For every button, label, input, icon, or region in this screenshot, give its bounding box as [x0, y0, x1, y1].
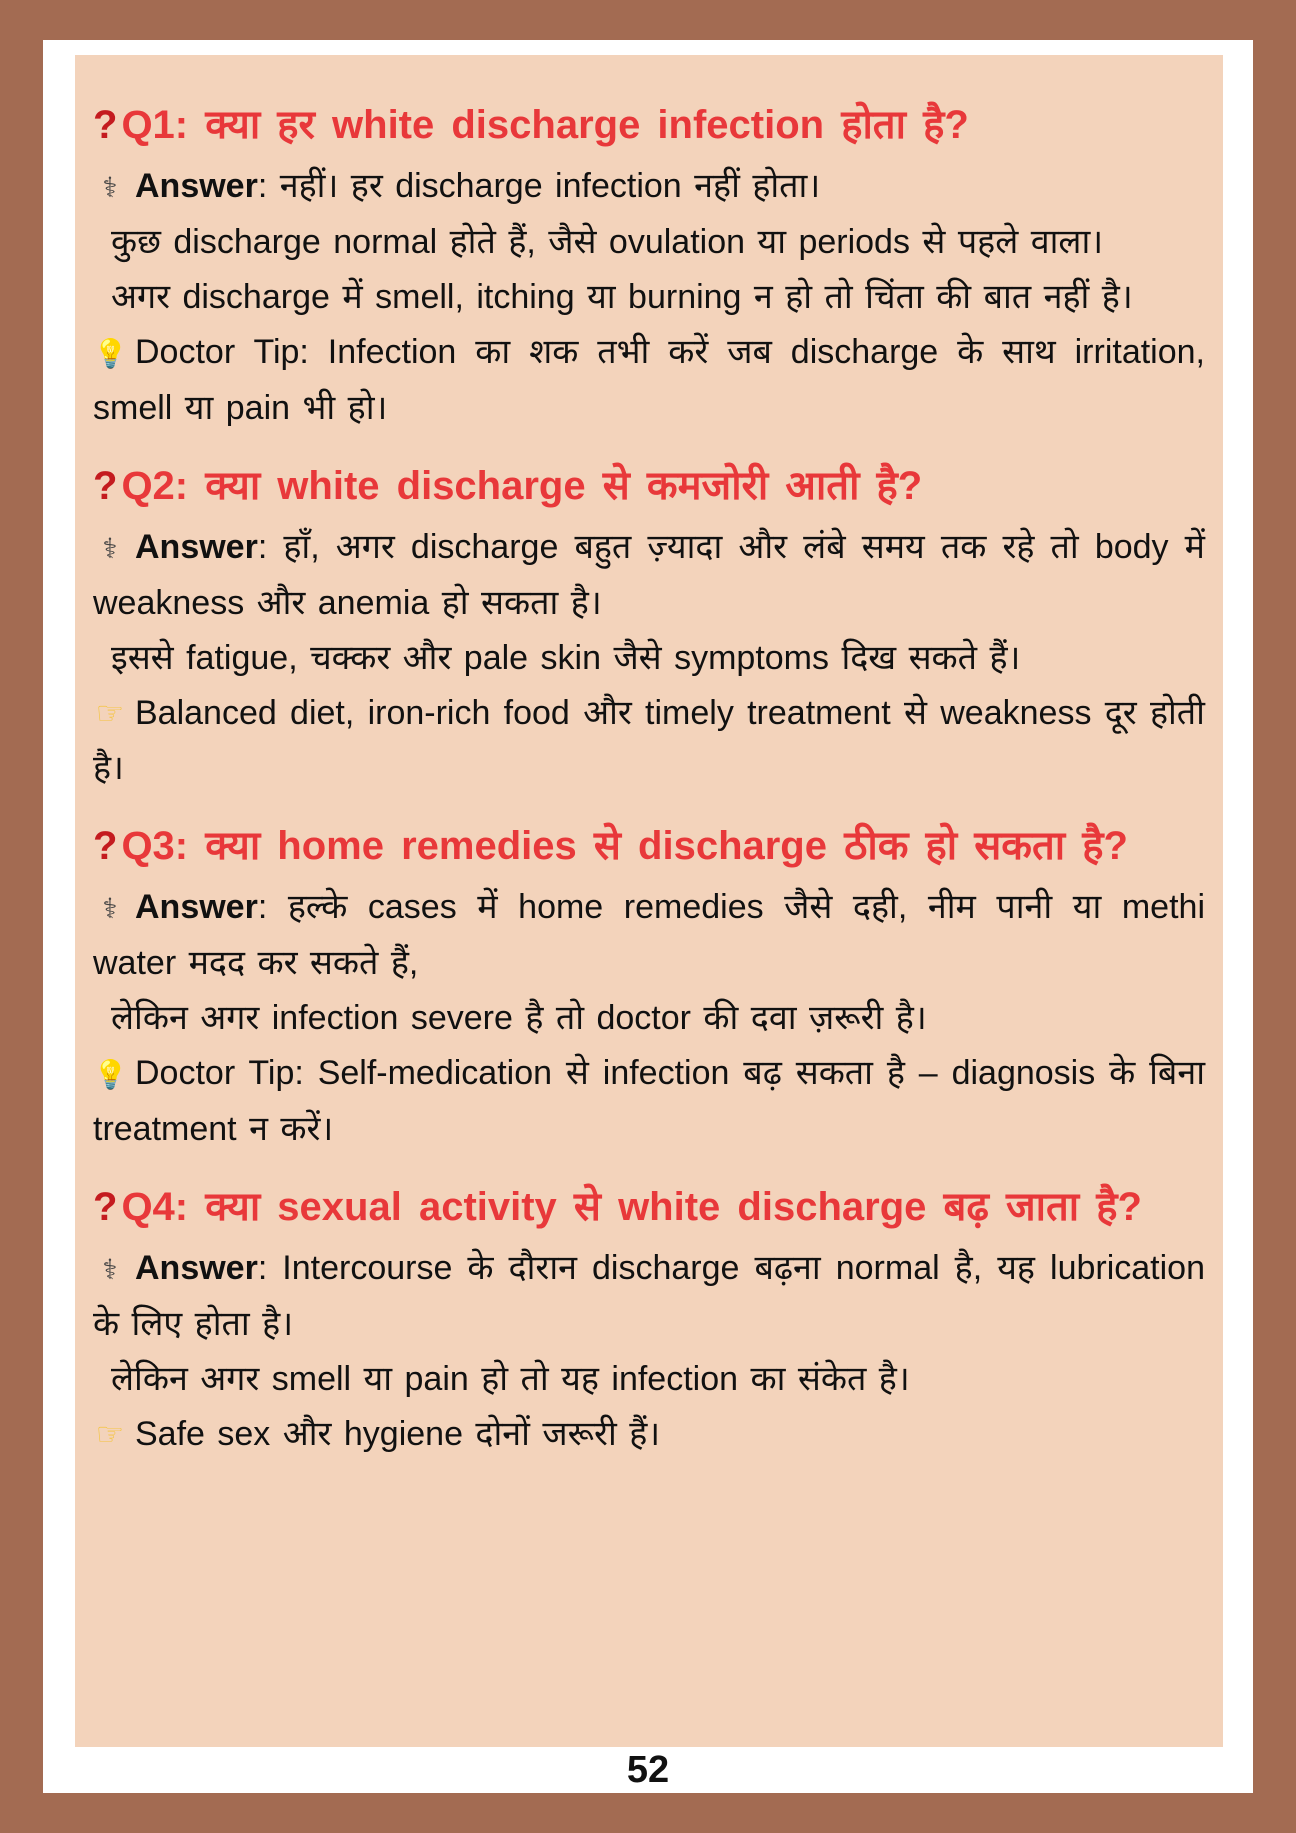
question-text: Q1: क्या हर white discharge infection होता है?: [121, 103, 969, 147]
question-text: Q2: क्या white discharge से कमजोरी आती है?: [121, 464, 923, 508]
answer-text: : Intercourse के दौरान discharge बढ़ना normal है, यह lubrication के लिए होता है।: [93, 1249, 1205, 1343]
answer-paragraph: [93, 520, 1205, 631]
tip-text: Doctor Tip: Self-medication से infection बढ़ सकता है – diagnosis के बिना treatment न करें।: [93, 1054, 1205, 1148]
page-number: 52: [626, 1749, 670, 1791]
answer-line: लेकिन अगर smell या pain हो तो यह infection का संकेत है।: [111, 1360, 910, 1398]
question-mark-icon: ?: [93, 824, 118, 868]
question-mark-icon: ?: [93, 464, 118, 508]
pointing-hand-icon: ☞: [95, 1416, 125, 1452]
answer-label: Answer: [135, 528, 258, 566]
tip-paragraph: [93, 325, 1205, 436]
pointing-hand-icon: ☞: [95, 695, 125, 731]
question-heading: [93, 91, 1205, 159]
question-heading: [93, 812, 1205, 880]
lightbulb-icon: 💡: [93, 338, 128, 369]
stethoscope-icon: ⚕: [102, 172, 118, 203]
question-heading: [93, 452, 1205, 520]
tip-text: Safe sex और hygiene दोनों जरूरी हैं।: [135, 1415, 661, 1453]
qa-block-3: [93, 812, 1205, 1157]
qa-block-1: [93, 91, 1205, 436]
answer-text: : हाँ, अगर discharge बहुत ज़्यादा और लंबे समय तक रहे तो body में weakness और anemia हो सकता है।: [93, 528, 1205, 622]
lightbulb-icon: 💡: [93, 1059, 128, 1090]
qa-block-4: [93, 1173, 1205, 1462]
answer-label: Answer: [135, 888, 258, 926]
tip-paragraph: [93, 1407, 1205, 1462]
tip-text: Balanced diet, iron-rich food और timely treatment से weakness दूर होती है।: [93, 694, 1205, 787]
qa-block-2: [93, 452, 1205, 796]
tip-paragraph: [93, 1046, 1205, 1157]
tip-paragraph: [93, 686, 1205, 796]
question-text: Q3: क्या home remedies से discharge ठीक हो सकता है?: [121, 824, 1128, 868]
answer-label: Answer: [135, 1249, 258, 1287]
question-text: Q4: क्या sexual activity से white discharge बढ़ जाता है?: [121, 1185, 1142, 1229]
tip-text: Doctor Tip: Infection का शक तभी करें जब discharge के साथ irritation, smell या pain भी हो।: [93, 333, 1205, 427]
stethoscope-icon: ⚕: [102, 533, 118, 564]
answer-label: Answer: [135, 167, 258, 205]
stethoscope-icon: ⚕: [102, 1254, 118, 1285]
content-panel: [75, 55, 1223, 1747]
question-heading: [93, 1173, 1205, 1241]
answer-text: : हल्के cases में home remedies जैसे दही, नीम पानी या methi water मदद कर सकते हैं,: [93, 888, 1205, 982]
answer-paragraph: [93, 1241, 1205, 1352]
answer-line: अगर discharge में smell, itching या burning न हो तो चिंता की बात नहीं है।: [111, 278, 1133, 316]
page: [43, 40, 1253, 1793]
question-mark-icon: ?: [93, 1185, 118, 1229]
stethoscope-icon: ⚕: [102, 893, 118, 924]
answer-paragraph: [93, 880, 1205, 991]
answer-line: कुछ discharge normal होते हैं, जैसे ovulation या periods से पहले वाला।: [111, 223, 1104, 261]
answer-paragraph: [93, 159, 1205, 215]
answer-line: इससे fatigue, चक्कर और pale skin जैसे symptoms दिख सकते हैं।: [111, 639, 1021, 677]
answer-line: लेकिन अगर infection severe है तो doctor की दवा ज़रूरी है।: [111, 999, 927, 1037]
answer-text: : नहीं। हर discharge infection नहीं होता।: [257, 167, 821, 205]
question-mark-icon: ?: [93, 103, 118, 147]
